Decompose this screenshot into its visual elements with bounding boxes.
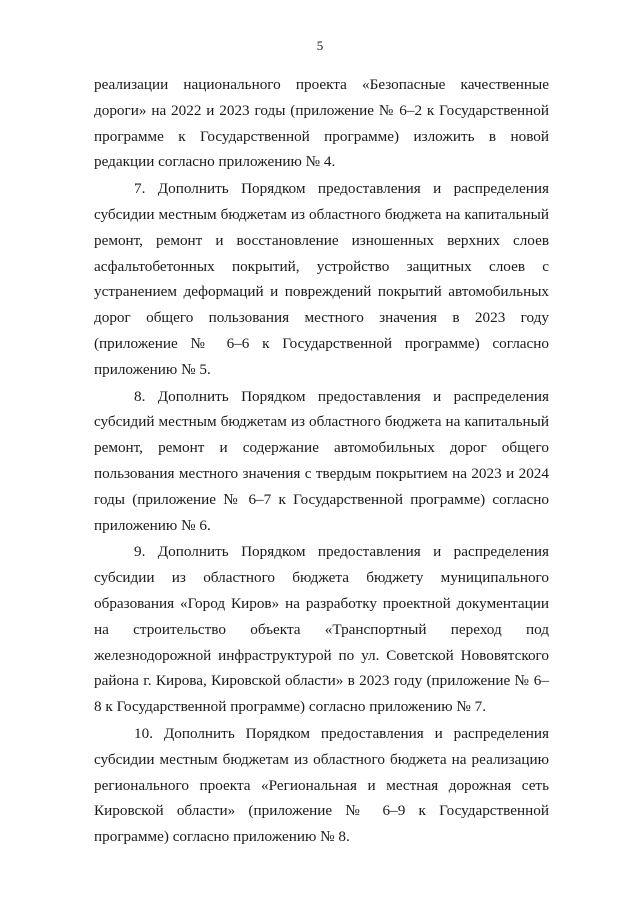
paragraph-item-7: 7. Дополнить Порядком предоставления и распределения субсидии местным бюджетам из областного бюджета на капитальный ремонт, ремонт и восстановление изношенных верхних слоев асфальтобетонных покрытий, устройство защитных слоев с устранением деформаций и повреждений покрытий автомобильных дорог общего пользования местного значения в 2023 году (приложение № 6–6 к Государственной программе) согласно приложению № 5. [94,180,549,378]
page-number: 5 [316,38,324,53]
paragraph-item-9: 9. Дополнить Порядком предоставления и распределения субсидии из областного бюджета бюджету муниципального образования «Город Киров» на разработку проектной документации на строительство объекта «Транспортный переход под железнодорожной инфраструктурой по ул. Советской Нововятского района г. Кирова, Кировской области» в 2023 году (приложение № 6–8 к Государственной программе) согласно приложению № 7. [94,543,549,716]
paragraph-continuation: реализации национального проекта «Безопасные качественные дороги» на 2022 и 2023 годы (приложение № 6–2 к Государственной программе к Государственной программе) изложить в новой редакции согласно приложению № 4. [94,76,549,171]
paragraph-item-10: 10. Дополнить Порядком предоставления и распределения субсидии местным бюджетам из областного бюджета на реализацию регионального проекта «Региональная и местная дорожная сеть Кировской области» (приложение № 6–9 к Государственной программе) согласно приложению № 8. [94,724,549,846]
document-body [94,72,549,851]
paragraph-item-8: 8. Дополнить Порядком предоставления и распределения субсидий местным бюджетам из областного бюджета на капитальный ремонт, ремонт и содержание автомобильных дорог общего пользования местного значения с твердым покрытием на 2023 и 2024 годы (приложение № 6–7 к Государственной программе) согласно приложению № 6. [94,387,549,534]
